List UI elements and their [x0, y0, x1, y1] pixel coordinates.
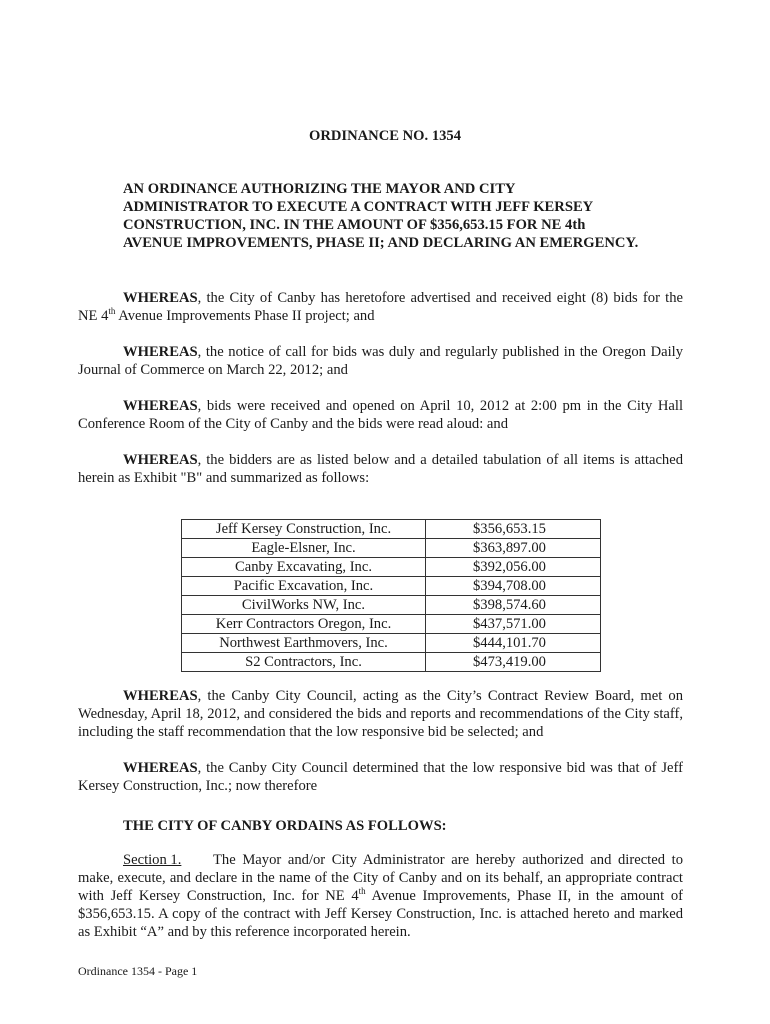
- bidder-name: Pacific Excavation, Inc.: [182, 577, 426, 596]
- paragraph-text: , the Canby City Council determined that the low responsive bid was that of Jeff Kersey Construction, Inc.; now therefore: [78, 760, 683, 794]
- whereas-paragraph-2: [78, 343, 683, 379]
- paragraph-text: Avenue Improvements Phase II project; and: [115, 308, 375, 324]
- ordains-heading: THE CITY OF CANBY ORDAINS AS FOLLOWS:: [123, 818, 447, 834]
- bidder-name: Canby Excavating, Inc.: [182, 558, 426, 577]
- bid-amount: $356,653.15: [426, 520, 601, 539]
- bidder-name: S2 Contractors, Inc.: [182, 653, 426, 672]
- bid-amount: $437,571.00: [426, 615, 601, 634]
- table-row: [182, 577, 601, 596]
- bids-table: [181, 519, 601, 672]
- paragraph-text: , the City of Canby has heretofore advertised and received eight (8) bids for the NE 4: [78, 290, 683, 324]
- whereas-label: WHEREAS: [123, 398, 198, 414]
- table-row: [182, 520, 601, 539]
- whereas-label: WHEREAS: [123, 452, 198, 468]
- bidder-name: Eagle-Elsner, Inc.: [182, 539, 426, 558]
- paragraph-text: , the Canby City Council, acting as the City’s Contract Review Board, met on Wednesday, April 18, 2012, and considered the bids and reports and recommendations of the City staff, including the staff recommendation that the low responsive bid be selected; and: [78, 688, 683, 740]
- paragraph-text: , the notice of call for bids was duly and regularly published in the Oregon Daily Journal of Commerce on March 22, 2012; and: [78, 344, 683, 378]
- heading-line: AN ORDINANCE AUTHORIZING THE MAYOR AND CITY: [123, 181, 516, 197]
- paragraph-text: The Mayor and/or City Administrator are hereby authorized and directed to make, execute, and declare in the name of the City of Canby and on its behalf, an appropriate contract with Jeff Kersey Construction, Inc. for NE 4: [78, 852, 683, 904]
- whereas-paragraph-3: [78, 397, 683, 433]
- table-row: [182, 596, 601, 615]
- superscript: th: [358, 886, 366, 897]
- paragraph-text: , bids were received and opened on April 10, 2012 at 2:00 pm in the City Hall Conference Room of the City of Canby and the bids were read aloud: and: [78, 398, 683, 432]
- whereas-paragraph-5: [78, 687, 683, 741]
- table-row: [182, 634, 601, 653]
- table-row: [182, 558, 601, 577]
- bid-amount: $394,708.00: [426, 577, 601, 596]
- table-row: [182, 539, 601, 558]
- paragraph-text: , the bidders are as listed below and a detailed tabulation of all items is attached herein as Exhibit "B" and summarized as follows:: [78, 452, 683, 486]
- whereas-label: WHEREAS: [123, 290, 198, 306]
- section-1-paragraph: [78, 851, 683, 941]
- bidder-name: Northwest Earthmovers, Inc.: [182, 634, 426, 653]
- superscript: th: [108, 306, 116, 317]
- table-row: [182, 653, 601, 672]
- whereas-paragraph-4: [78, 451, 683, 487]
- heading-line: ADMINISTRATOR TO EXECUTE A CONTRACT WITH JEFF KERSEY: [123, 199, 594, 215]
- bid-amount: $444,101.70: [426, 634, 601, 653]
- table-row: [182, 615, 601, 634]
- bid-amount: $473,419.00: [426, 653, 601, 672]
- bid-amount: $363,897.00: [426, 539, 601, 558]
- whereas-label: WHEREAS: [123, 688, 198, 704]
- paragraph-text: Avenue Improvements, Phase II, in the amount of $356,653.15. A copy of the contract with Jeff Kersey Construction, Inc. is attached hereto and marked as Exhibit “A” and by this reference incorporated herein.: [78, 888, 683, 940]
- whereas-paragraph-6: [78, 759, 683, 795]
- ordinance-heading: [123, 180, 703, 252]
- bid-amount: $392,056.00: [426, 558, 601, 577]
- heading-line: CONSTRUCTION, INC. IN THE AMOUNT OF $356,653.15 FOR NE 4th: [123, 217, 586, 233]
- heading-line: AVENUE IMPROVEMENTS, PHASE II; AND DECLARING AN EMERGENCY.: [123, 235, 639, 251]
- whereas-paragraph-1: [78, 289, 683, 325]
- whereas-label: WHEREAS: [123, 760, 198, 776]
- page-footer: Ordinance 1354 - Page 1: [78, 964, 198, 978]
- bid-amount: $398,574.60: [426, 596, 601, 615]
- whereas-label: WHEREAS: [123, 344, 198, 360]
- bidder-name: Jeff Kersey Construction, Inc.: [182, 520, 426, 539]
- section-label: Section 1.: [123, 852, 182, 868]
- bidder-name: CivilWorks NW, Inc.: [182, 596, 426, 615]
- ordinance-title: ORDINANCE NO. 1354: [308, 128, 462, 144]
- bidder-name: Kerr Contractors Oregon, Inc.: [182, 615, 426, 634]
